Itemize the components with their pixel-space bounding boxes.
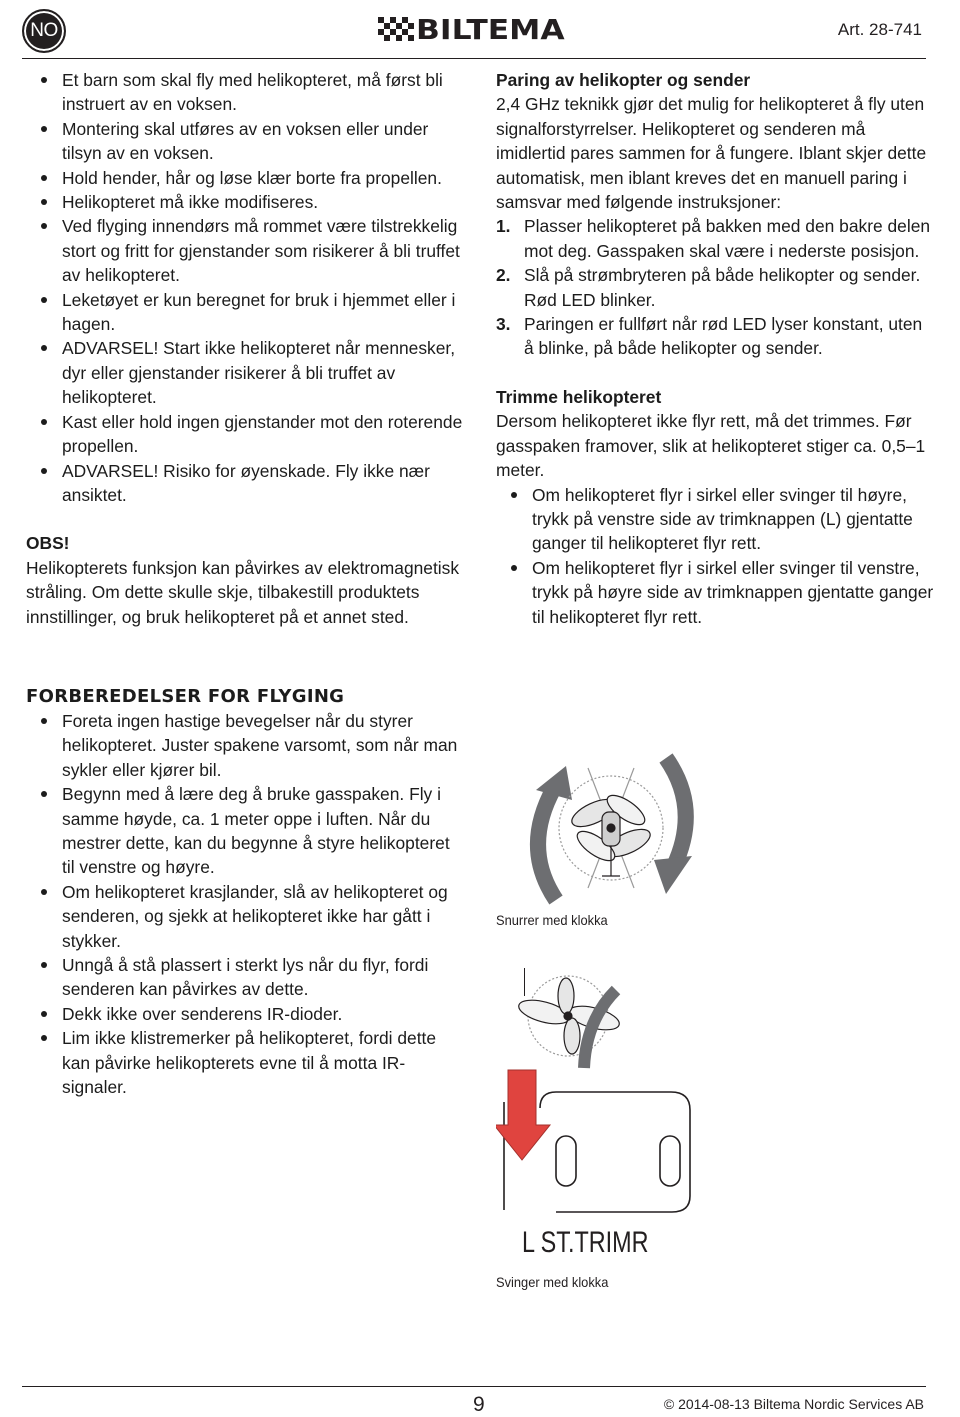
figure2-caption: Svinger med klokka bbox=[496, 1274, 609, 1290]
list-item: Leketøyet er kun beregnet for bruk i hjemmet eller i hagen. bbox=[26, 288, 466, 337]
trim-text: Dersom helikopteret ikke flyr rett, må det trimmes. Før gasspaken framover, slik at helikopteret stiger ca. 0,5–1 meter. bbox=[496, 411, 926, 481]
footer-divider bbox=[22, 1386, 926, 1387]
figure-turn-clockwise bbox=[496, 960, 696, 1230]
step-item bbox=[496, 263, 936, 312]
list-item: Om helikopteret flyr i sirkel eller svinger til høyre, trykk på venstre side av trimknappen (L) gjentatte ganger til helikopteret flyr rett. bbox=[496, 483, 936, 556]
brand-name: BILTEMA bbox=[416, 13, 565, 46]
pairing-text: 2,4 GHz teknikk gjør det mulig for helikopteret å fly uten signalforstyrrelser. Helikopteret og senderen må imidlertid pares sammen for å fungere. Iblant skjer dette automatisk, men iblant kreves det en manuell paring i samsvar med følgende instruksjoner: bbox=[496, 94, 927, 213]
list-item: Et barn som skal fly med helikopteret, må først bli instruert av en voksen. bbox=[26, 68, 466, 117]
pairing-heading: Paring av helikopter og sender bbox=[496, 70, 751, 90]
list-item: Montering skal utføres av en voksen eller under tilsyn av en voksen. bbox=[26, 117, 466, 166]
trim-list bbox=[496, 483, 936, 629]
list-item: Begynn med å lære deg å bruke gasspaken. Fly i samme høyde, ca. 1 meter oppe i luften. Når du mestrer dette, kan du begynne å styre helikopteret til venstre og høyre. bbox=[26, 782, 466, 880]
list-item: ADVARSEL! Start ikke helikopteret når mennesker, dyr eller gjenstander risikerer å bli truffet av helikopteret. bbox=[26, 336, 466, 409]
figure-spin-clockwise bbox=[516, 748, 706, 908]
biltema-logo bbox=[378, 15, 584, 45]
helicopter-top-icon bbox=[559, 768, 663, 888]
list-item: Helikopteret må ikke modifiseres. bbox=[26, 190, 466, 214]
list-item: Om helikopteret krasjlander, slå av helikopteret og senderen, og sjekk at helikopteret ikke har gått i stykker. bbox=[26, 880, 466, 953]
trim-heading: Trimme helikopteret bbox=[496, 386, 662, 407]
step-text: Paringen er fullført når rød LED lyser konstant, uten å blinke, på både helikopter og sender. bbox=[524, 314, 923, 359]
page-number: 9 bbox=[473, 1393, 485, 1416]
page-header bbox=[0, 0, 960, 62]
curved-arrow-right-icon bbox=[666, 758, 686, 866]
list-item: Kast eller hold ingen gjenstander mot den roterende propellen. bbox=[26, 410, 466, 459]
list-item: Hold hender, hår og løse klær borte fra propellen. bbox=[26, 166, 466, 190]
step-number: 2. bbox=[496, 265, 511, 286]
obs-heading: OBS! bbox=[26, 533, 70, 554]
step-number: 3. bbox=[496, 314, 511, 335]
list-item: Om helikopteret flyr i sirkel eller svinger til venstre, trykk på høyre side av trimknappen gjentatte ganger til helikopteret flyr rett. bbox=[496, 556, 936, 629]
article-number: Art. 28-741 bbox=[837, 20, 922, 39]
copyright: © 2014-08-13 Biltema Nordic Services AB bbox=[663, 1396, 924, 1412]
prep-heading: FORBEREDELSER FOR FLYGING bbox=[26, 685, 345, 707]
list-item: Ved flyging innendørs må rommet være tilstrekkelig stort og fritt for gjenstander som risikerer å bli truffet av helikopteret. bbox=[26, 214, 466, 287]
curved-arrow-left-icon bbox=[538, 788, 556, 900]
helicopter-rotor-icon bbox=[516, 976, 621, 1056]
list-item: Foreta ingen hastige bevegelser når du styrer helikopteret. Juster spakene varsomt, som når man sykler eller kjører bil. bbox=[26, 709, 466, 782]
figure1-caption: Snurrer med klokka bbox=[496, 912, 608, 928]
list-item: Unngå å stå plassert i sterkt lys når du flyr, fordi senderen kan påvirkes av dette. bbox=[26, 953, 466, 1002]
obs-text: Helikopterets funksjon kan påvirkes av elektromagnetisk stråling. Om dette skulle skje, tilbakestill produktets innstillinger, og bruk helikopteret på et annet sted. bbox=[26, 557, 460, 627]
step-item bbox=[496, 312, 936, 361]
checkered-flag-icon bbox=[378, 17, 414, 47]
safety-list bbox=[26, 68, 466, 507]
right-column bbox=[496, 68, 936, 629]
list-item: Dekk ikke over senderens IR-dioder. bbox=[26, 1002, 466, 1026]
prep-list bbox=[26, 709, 466, 1100]
trim-label: L ST.TRIMR bbox=[522, 1226, 649, 1259]
left-column bbox=[26, 68, 466, 1099]
header-divider bbox=[22, 58, 926, 59]
step-item bbox=[496, 214, 936, 263]
step-text: Slå på strømbryteren på både helikopter og sender. Rød LED blinker. bbox=[524, 265, 921, 310]
step-text: Plasser helikopteret på bakken med den bakre delen mot deg. Gasspaken skal være i nederste posisjon. bbox=[524, 216, 931, 261]
list-item: Lim ikke klistremerker på helikopteret, fordi dette kan påvirke helikopterets evne til å motta IR-signaler. bbox=[26, 1026, 466, 1099]
step-number: 1. bbox=[496, 216, 511, 237]
pairing-steps bbox=[496, 214, 936, 360]
list-item: ADVARSEL! Risiko for øyenskade. Fly ikke nær ansiktet. bbox=[26, 459, 466, 508]
language-badge: NO bbox=[22, 9, 66, 53]
